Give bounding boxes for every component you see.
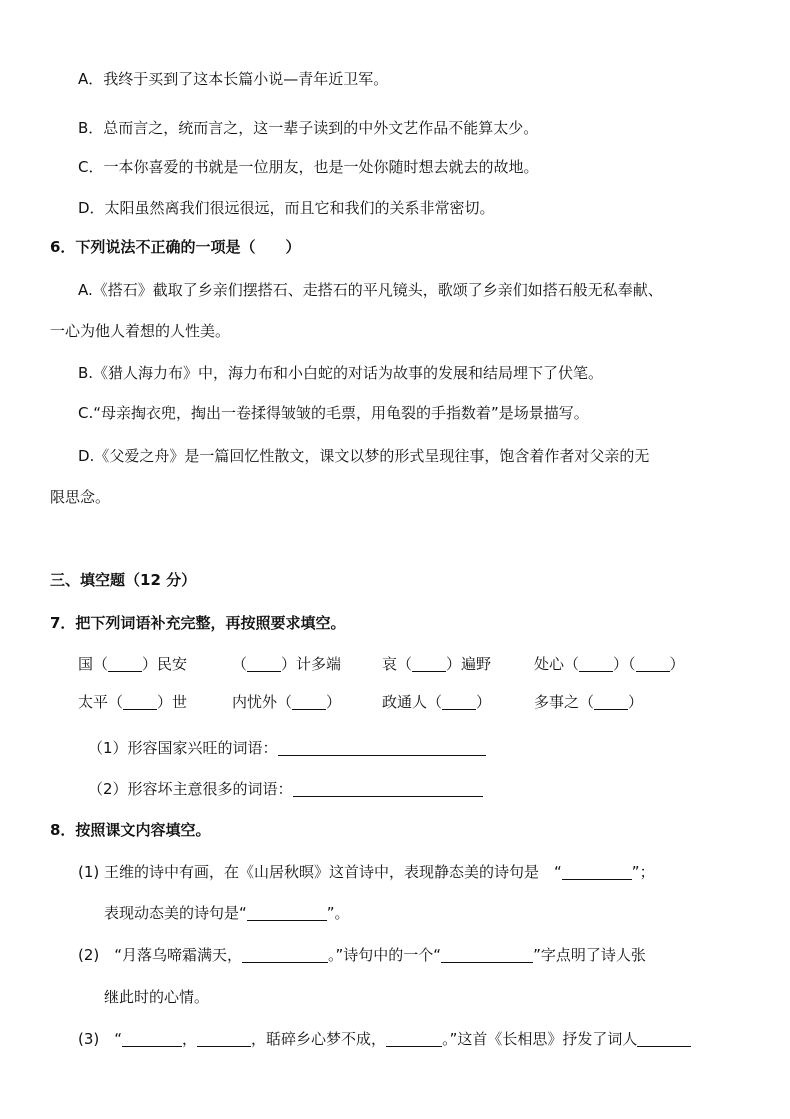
q6-title: 6．下列说法不正确的一项是（ ） (50, 238, 301, 256)
answer-blank[interactable] (278, 739, 486, 756)
q6-option-d-line1: D.《父爱之舟》是一篇回忆性散文，课文以梦的形式呈现往事，饱含着作者对父亲的无 (78, 447, 650, 465)
q5-option-b: B．总而言之，统而言之，这一辈子读到的中外文艺作品不能算太少。 (78, 119, 539, 137)
word-prefix: 哀（ (382, 655, 413, 673)
word-blank[interactable] (123, 693, 157, 710)
word-prefix: 内忧外（ (232, 693, 293, 711)
item-text: ”。 (326, 904, 350, 922)
word-suffix: ）民安 (142, 655, 188, 673)
word-blank[interactable] (412, 655, 446, 672)
item-text: (1) 王维的诗中有画，在《山居秋暝》这首诗中，表现静态美的诗句是 “ (78, 863, 562, 881)
section-title: 三、填空题（12 分） (50, 571, 197, 589)
word-prefix: （ (232, 655, 248, 673)
word-prefix: 处心（ (534, 655, 580, 673)
word-blank[interactable] (292, 693, 326, 710)
q7-word-6 (232, 691, 341, 713)
word-suffix: ） (628, 693, 644, 711)
word-suffix: ） (669, 655, 685, 673)
q8-title: 8．按照课文内容填空。 (50, 821, 211, 839)
sub-question-text: （1）形容国家兴旺的词语： (88, 739, 278, 757)
word-blank[interactable] (442, 693, 476, 710)
word-blank[interactable] (636, 655, 670, 672)
answer-blank[interactable] (197, 1030, 251, 1047)
answer-blank[interactable] (386, 1030, 442, 1047)
q8-item-1-line1 (78, 861, 655, 883)
q8-item-2-line2: 继此时的心情。 (104, 988, 210, 1006)
item-text: 表现动态美的诗句是“ (104, 904, 247, 922)
q6-option-d-line2: 限思念。 (50, 488, 111, 506)
q7-word-7 (382, 691, 491, 713)
word-suffix: ）计多端 (281, 655, 342, 673)
q8-item-3-line1 (78, 1028, 691, 1050)
sub-question-text: （2）形容坏主意很多的词语： (88, 780, 293, 798)
q7-sub-1 (88, 737, 486, 759)
q7-sub-2 (88, 778, 483, 800)
q6-option-c: C.“母亲掏衣兜，掏出一卷揉得皱皱的毛票，用龟裂的手指数着”是场景描写。 (78, 404, 589, 422)
answer-blank[interactable] (293, 780, 483, 797)
q7-word-2 (232, 653, 341, 675)
q7-title: 7．把下列词语补充完整，再按照要求填空。 (50, 614, 346, 632)
q7-word-4 (534, 653, 685, 675)
item-text: ”字点明了诗人张 (533, 946, 646, 964)
word-prefix: 国（ (78, 655, 109, 673)
item-text: (2) “月落乌啼霜满天， (78, 946, 243, 964)
q7-word-1 (78, 653, 187, 675)
item-text: 。”诗句中的一个“ (328, 946, 442, 964)
q6-option-a-line1: A.《搭石》截取了乡亲们摆搭石、走搭石的平凡镜头，歌颂了乡亲们如搭石般无私奉献、 (78, 281, 663, 299)
word-prefix: 政通人（ (382, 693, 443, 711)
word-prefix: 太平（ (78, 693, 124, 711)
answer-blank[interactable] (122, 1030, 182, 1047)
word-blank[interactable] (247, 655, 281, 672)
word-suffix: ）世 (157, 693, 188, 711)
q7-word-3 (382, 653, 491, 675)
q7-word-5 (78, 691, 187, 713)
word-blank[interactable] (108, 655, 142, 672)
item-text: (3) “ (78, 1030, 123, 1048)
word-middle: ）（ (613, 655, 636, 673)
answer-blank[interactable] (441, 946, 533, 963)
word-suffix: ） (476, 693, 492, 711)
word-blank[interactable] (594, 693, 628, 710)
q5-option-c: C．一本你喜爱的书就是一位朋友，也是一处你随时想去就去的故地。 (78, 158, 539, 176)
q8-item-1-line2 (104, 902, 350, 924)
answer-blank[interactable] (562, 863, 632, 880)
word-suffix: ） (326, 693, 342, 711)
word-suffix: ）遍野 (446, 655, 492, 673)
answer-blank[interactable] (247, 904, 327, 921)
answer-blank[interactable] (637, 1030, 691, 1047)
q7-word-8 (534, 691, 643, 713)
word-prefix: 多事之（ (534, 693, 595, 711)
word-blank[interactable] (579, 655, 613, 672)
q6-option-a-line2: 一心为他人着想的人性美。 (50, 322, 231, 340)
item-text: ”； (631, 863, 655, 881)
item-text: ，聒碎乡心梦不成， (251, 1030, 387, 1048)
item-text: ， (182, 1030, 198, 1048)
q5-option-d: D．太阳虽然离我们很远很远，而且它和我们的关系非常密切。 (78, 199, 495, 217)
q6-option-b: B.《猎人海力布》中，海力布和小白蛇的对话为故事的发展和结局埋下了伏笔。 (78, 364, 604, 382)
q5-option-a: A．我终于买到了这本长篇小说—青年近卫军。 (78, 70, 389, 88)
item-text: 。”这首《长相思》抒发了词人 (442, 1030, 638, 1048)
answer-blank[interactable] (242, 946, 328, 963)
q8-item-2-line1 (78, 944, 646, 966)
